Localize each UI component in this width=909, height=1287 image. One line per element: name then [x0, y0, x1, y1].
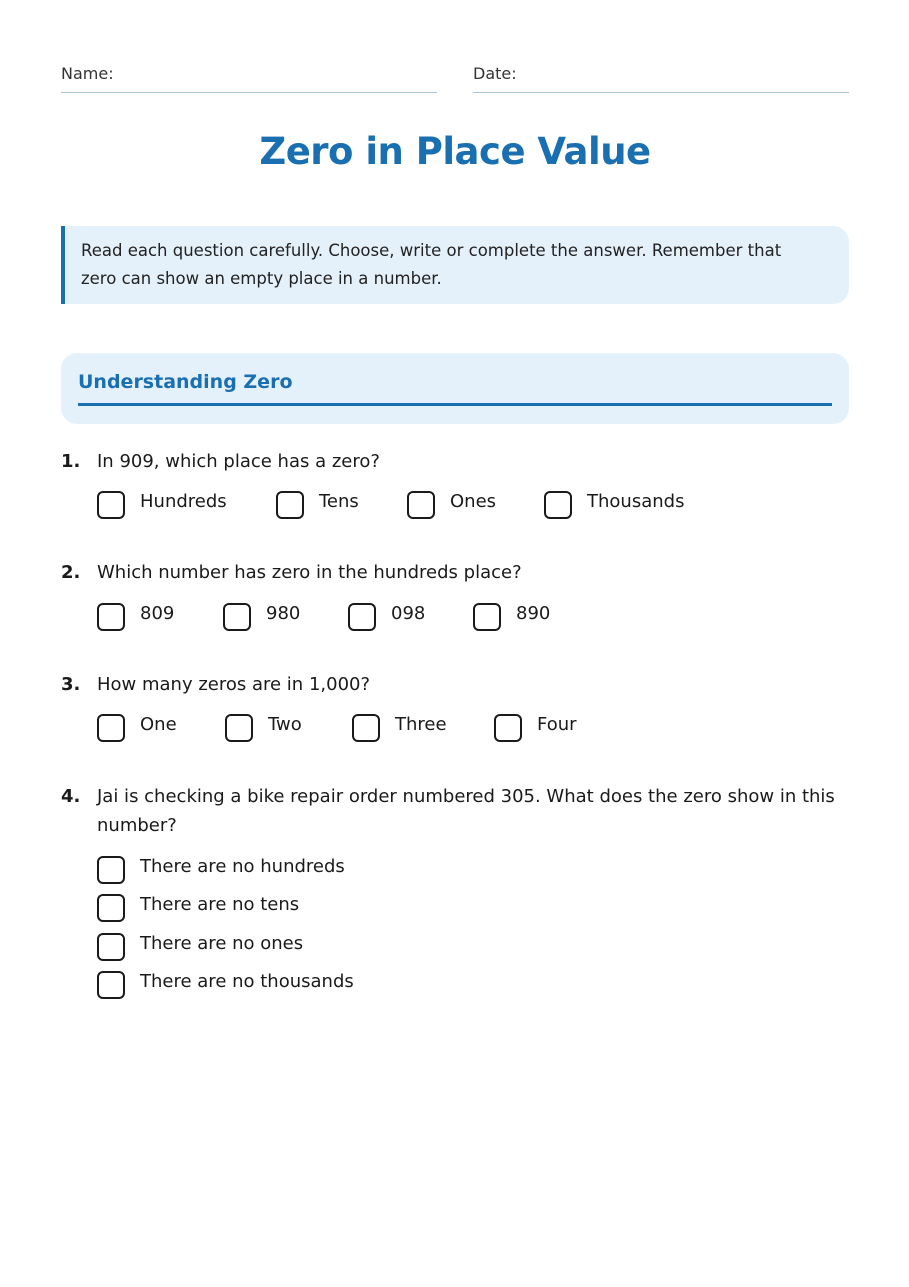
checkbox[interactable] [97, 894, 125, 922]
checkbox[interactable] [97, 971, 125, 999]
section-title: Understanding Zero [78, 371, 293, 393]
option-label: Tens [319, 491, 359, 512]
option-label: 098 [391, 603, 426, 624]
question-number: 1. [61, 451, 81, 472]
checkbox[interactable] [223, 603, 251, 631]
section-divider [78, 403, 832, 406]
checkbox[interactable] [276, 491, 304, 519]
question-text: Which number has zero in the hundreds place? [97, 562, 522, 583]
option-label: There are no thousands [140, 971, 354, 992]
option-label: There are no hundreds [140, 856, 345, 877]
option-label: There are no tens [140, 894, 300, 915]
checkbox[interactable] [97, 714, 125, 742]
checkbox[interactable] [97, 491, 125, 519]
date-label: Date: [473, 64, 517, 83]
name-field[interactable] [61, 60, 437, 93]
header-fields [61, 60, 849, 92]
section-header [61, 353, 849, 424]
question-number: 3. [61, 674, 81, 695]
checkbox[interactable] [473, 603, 501, 631]
checkbox[interactable] [544, 491, 572, 519]
option-label: Hundreds [140, 491, 227, 512]
option-label: Two [268, 714, 302, 735]
option-label: There are no ones [140, 933, 304, 954]
option-label: Four [537, 714, 577, 735]
checkbox[interactable] [348, 603, 376, 631]
option-label: 890 [516, 603, 551, 624]
question-number: 4. [61, 786, 81, 807]
question-number: 2. [61, 562, 81, 583]
option-label: 980 [266, 603, 301, 624]
checkbox[interactable] [352, 714, 380, 742]
checkbox[interactable] [97, 933, 125, 961]
name-label: Name: [61, 64, 114, 83]
option-label: Thousands [587, 491, 685, 512]
instructions-box: Read each question carefully. Choose, write or complete the answer. Remember that zero can show an empty place in a number. [61, 226, 849, 304]
question-text: In 909, which place has a zero? [97, 451, 380, 472]
checkbox[interactable] [97, 603, 125, 631]
option-label: One [140, 714, 177, 735]
question-text: How many zeros are in 1,000? [97, 674, 371, 695]
option-label: Three [395, 714, 447, 735]
checkbox[interactable] [494, 714, 522, 742]
page-title: Zero in Place Value [259, 130, 651, 173]
question-text: Jai is checking a bike repair order numbered 305. What does the zero show in this number? [97, 786, 835, 836]
date-field[interactable] [473, 60, 849, 93]
checkbox[interactable] [97, 856, 125, 884]
option-label: 809 [140, 603, 175, 624]
checkbox[interactable] [407, 491, 435, 519]
checkbox[interactable] [225, 714, 253, 742]
option-label: Ones [450, 491, 497, 512]
